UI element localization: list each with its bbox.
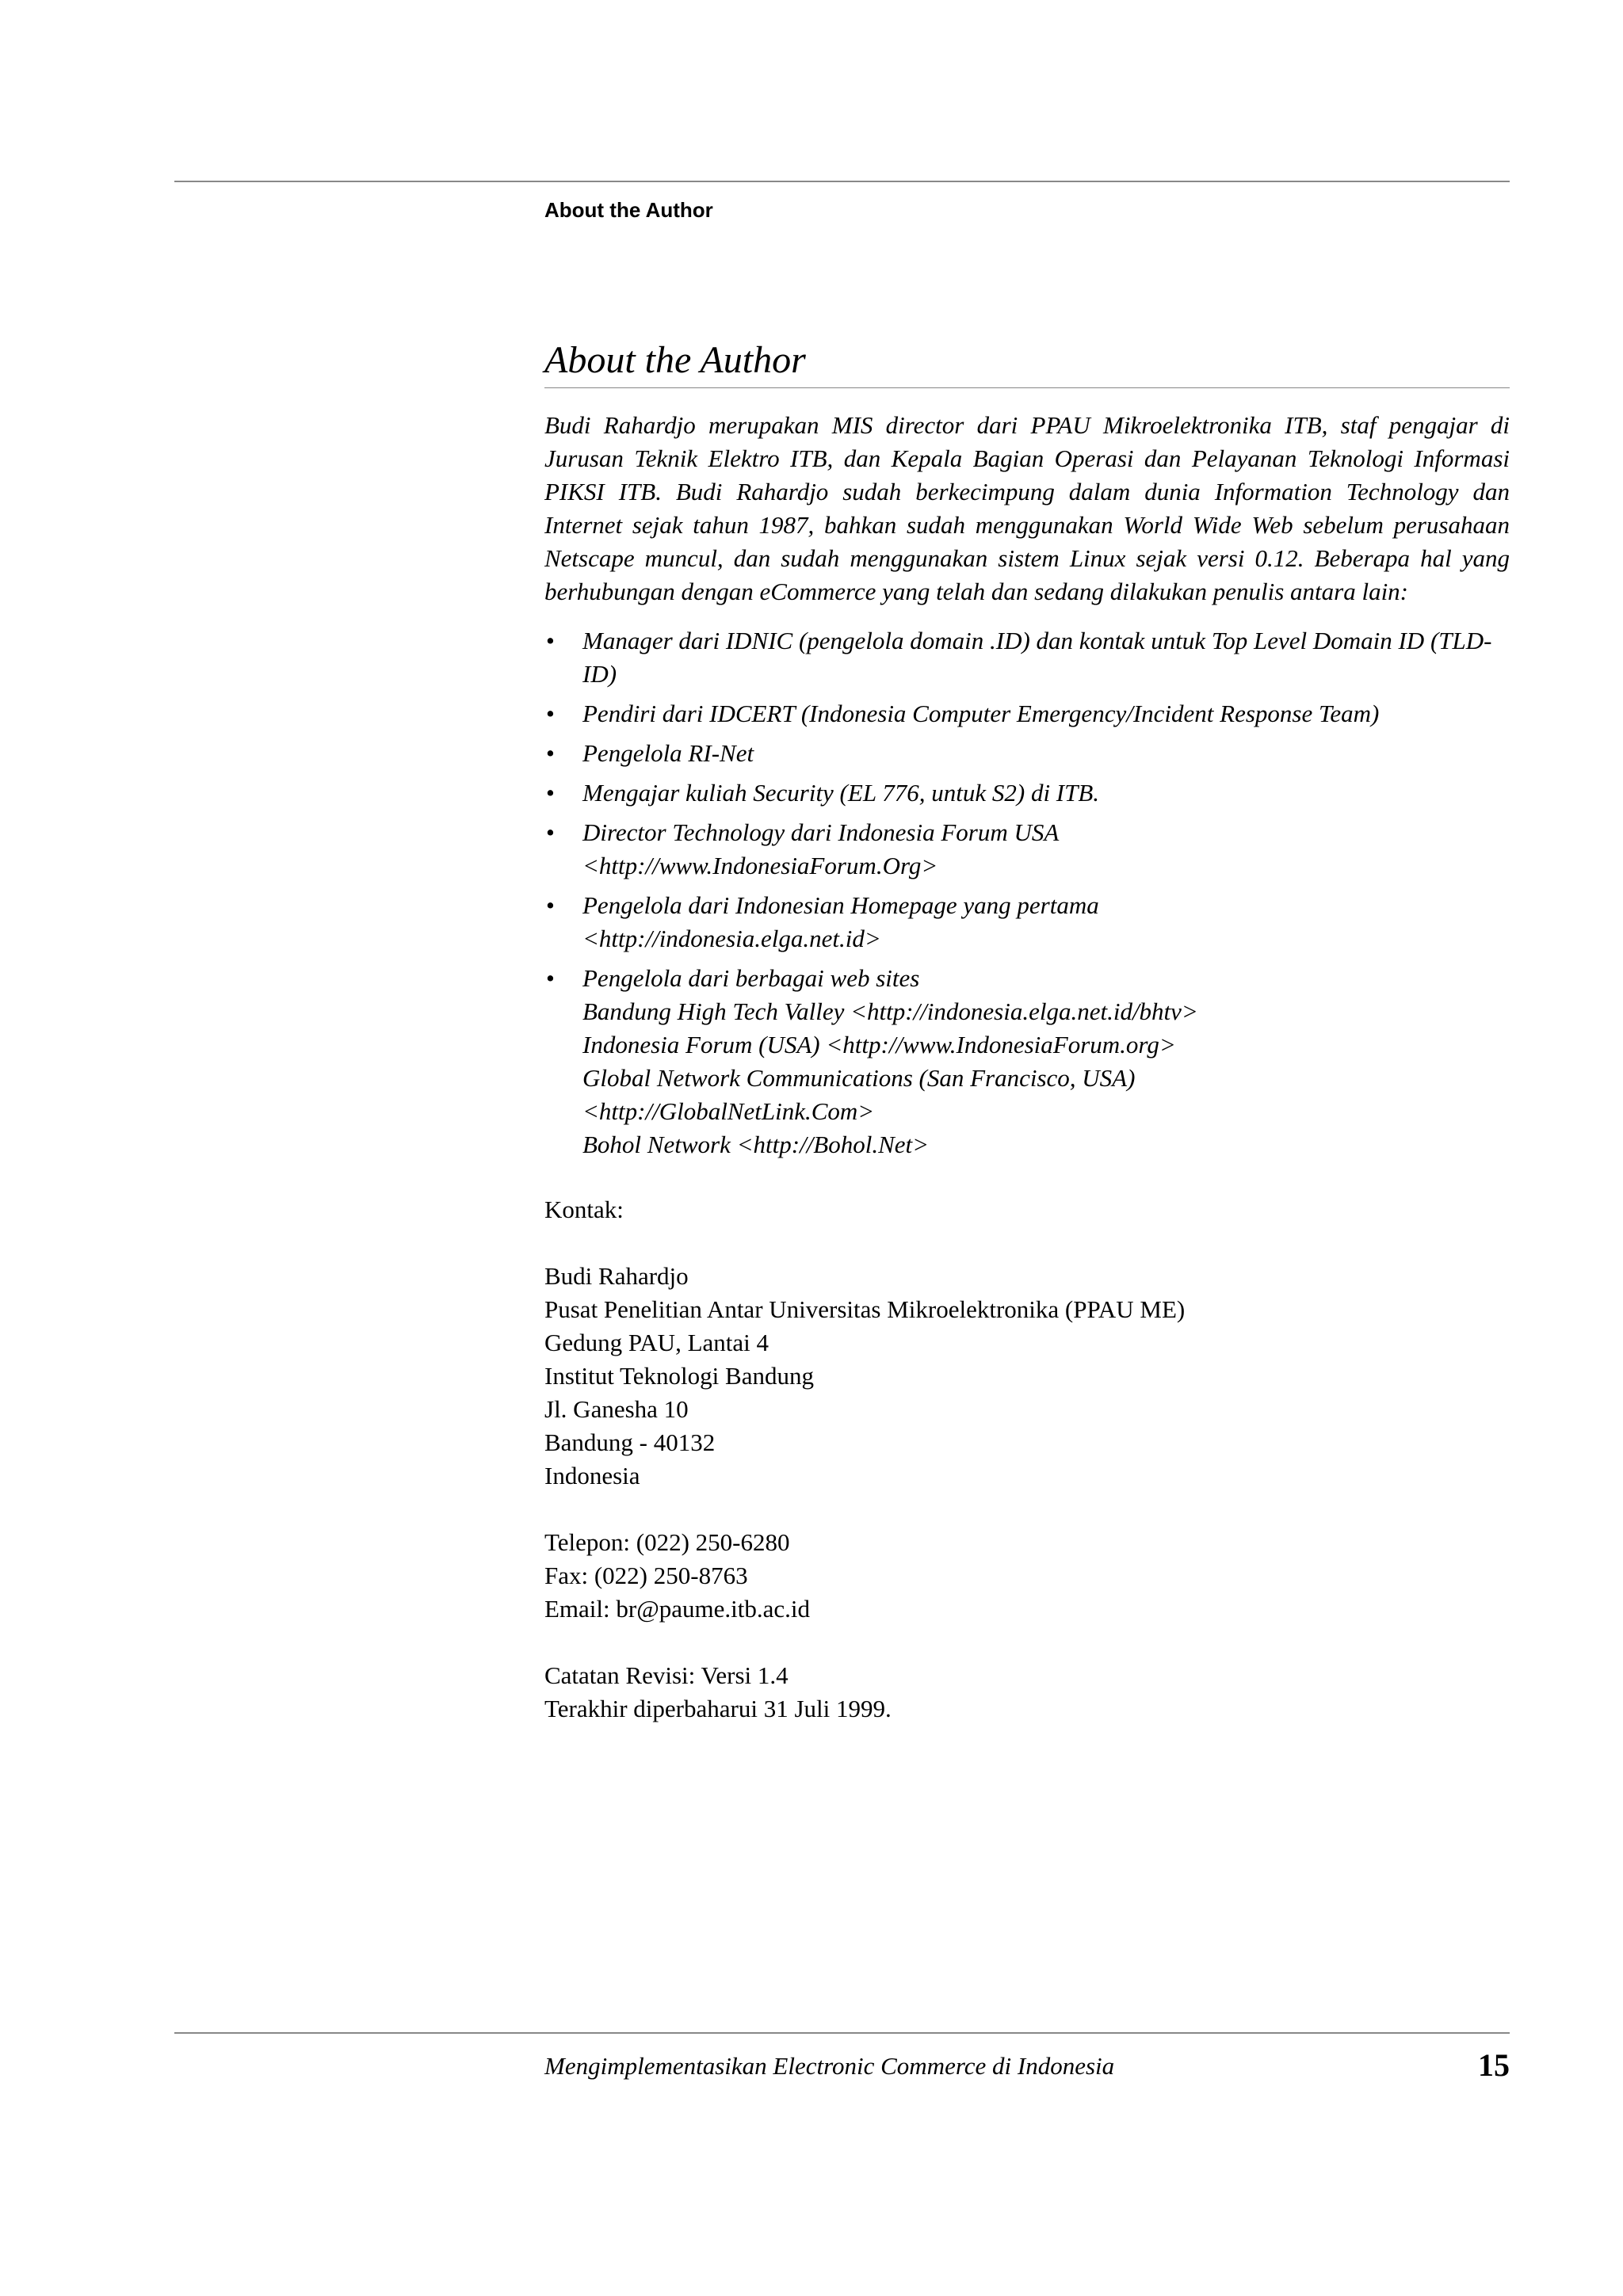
list-item-site: Global Network Communications (San Francisco, USA) [582, 1064, 1136, 1092]
activity-list [544, 624, 1510, 1161]
revision-line: Catatan Revisi: Versi 1.4 [544, 1661, 789, 1689]
address-line: Bandung - 40132 [544, 1428, 716, 1456]
list-item-site: Bandung High Tech Valley <http://indonesia.elga.net.id/bhtv> [582, 997, 1198, 1025]
list-item-text: • Pengelola dari Indonesian Homepage yang pertama [582, 891, 1099, 919]
main-content [544, 337, 1510, 1759]
list-item-site: Indonesia Forum (USA) <http://www.IndonesiaForum.org> [582, 1031, 1176, 1058]
phone-line: Telepon: (022) 250-6280 [544, 1528, 790, 1556]
address-line: Jl. Ganesha 10 [544, 1395, 689, 1423]
updated-line: Terakhir diperbaharui 31 Juli 1999. [544, 1695, 892, 1722]
list-item-text: • Director Technology dari Indonesia Forum USA [582, 818, 1060, 846]
address-line: Institut Teknologi Bandung [544, 1362, 814, 1390]
footer-rule [174, 2032, 1510, 2034]
contact-details [544, 1526, 1510, 1626]
list-item [544, 737, 1510, 770]
list-item [544, 962, 1510, 1161]
address-line: Gedung PAU, Lantai 4 [544, 1329, 769, 1356]
email-line: Email: br@paume.itb.ac.id [544, 1595, 811, 1623]
contact-label: Kontak: [544, 1196, 624, 1223]
list-item-url: <http://www.IndonesiaForum.Org> [582, 852, 938, 879]
header-rule [174, 181, 1510, 182]
list-item-text: • Manager dari IDNIC (pengelola domain .ID) dan kontak untuk Top Level Domain ID (TLD-ID) [582, 627, 1492, 688]
list-item-site: Bohol Network <http://Bohol.Net> [582, 1131, 930, 1158]
list-item [544, 697, 1510, 730]
revision-notes [544, 1659, 1510, 1726]
contact-address [544, 1260, 1510, 1493]
list-item-text: • Pengelola RI-Net [582, 739, 754, 767]
list-item [544, 889, 1510, 955]
address-line: Budi Rahardjo [544, 1262, 689, 1290]
address-line: Indonesia [544, 1462, 640, 1489]
list-item-url: <http://GlobalNetLink.Com> [582, 1097, 875, 1125]
list-item-text: • Pendiri dari IDCERT (Indonesia Computer Emergency/Incident Response Team) [582, 700, 1380, 727]
chapter-title: About the Author [544, 337, 1510, 388]
list-item-text: • Pengelola dari berbagai web sites [582, 964, 920, 992]
list-item [544, 816, 1510, 883]
list-item [544, 776, 1510, 810]
list-item-url: <http://indonesia.elga.net.id> [582, 925, 881, 952]
footer-book-title: Mengimplementasikan Electronic Commerce di Indonesia [544, 2052, 1115, 2080]
page-number: 15 [1478, 2047, 1510, 2083]
running-header: About the Author [544, 198, 713, 222]
fax-line: Fax: (022) 250-8763 [544, 1562, 748, 1589]
contact-section [544, 1193, 1510, 1726]
list-item [544, 624, 1510, 691]
address-line: Pusat Penelitian Antar Universitas Mikroelektronika (PPAU ME) [544, 1295, 1186, 1323]
list-item-text: • Mengajar kuliah Security (EL 776, untuk S2) di ITB. [582, 779, 1100, 807]
intro-paragraph: Budi Rahardjo merupakan MIS director dari PPAU Mikroelektronika ITB, staf pengajar di Jurusan Teknik Elektro ITB, dan Kepala Bagian Operasi dan Pelayanan Teknologi Informasi PIKSI ITB. Budi Rahardjo sudah berkecimpung dalam dunia Information Technology dan Internet sejak tahun 1987, bahkan sudah menggunakan World Wide Web sebelum perusahaan Netscape muncul, dan sudah menggunakan sistem Linux sejak versi 0.12. Beberapa hal yang berhubungan dengan eCommerce yang telah dan sedang dilakukan penulis antara lain: [544, 411, 1510, 605]
